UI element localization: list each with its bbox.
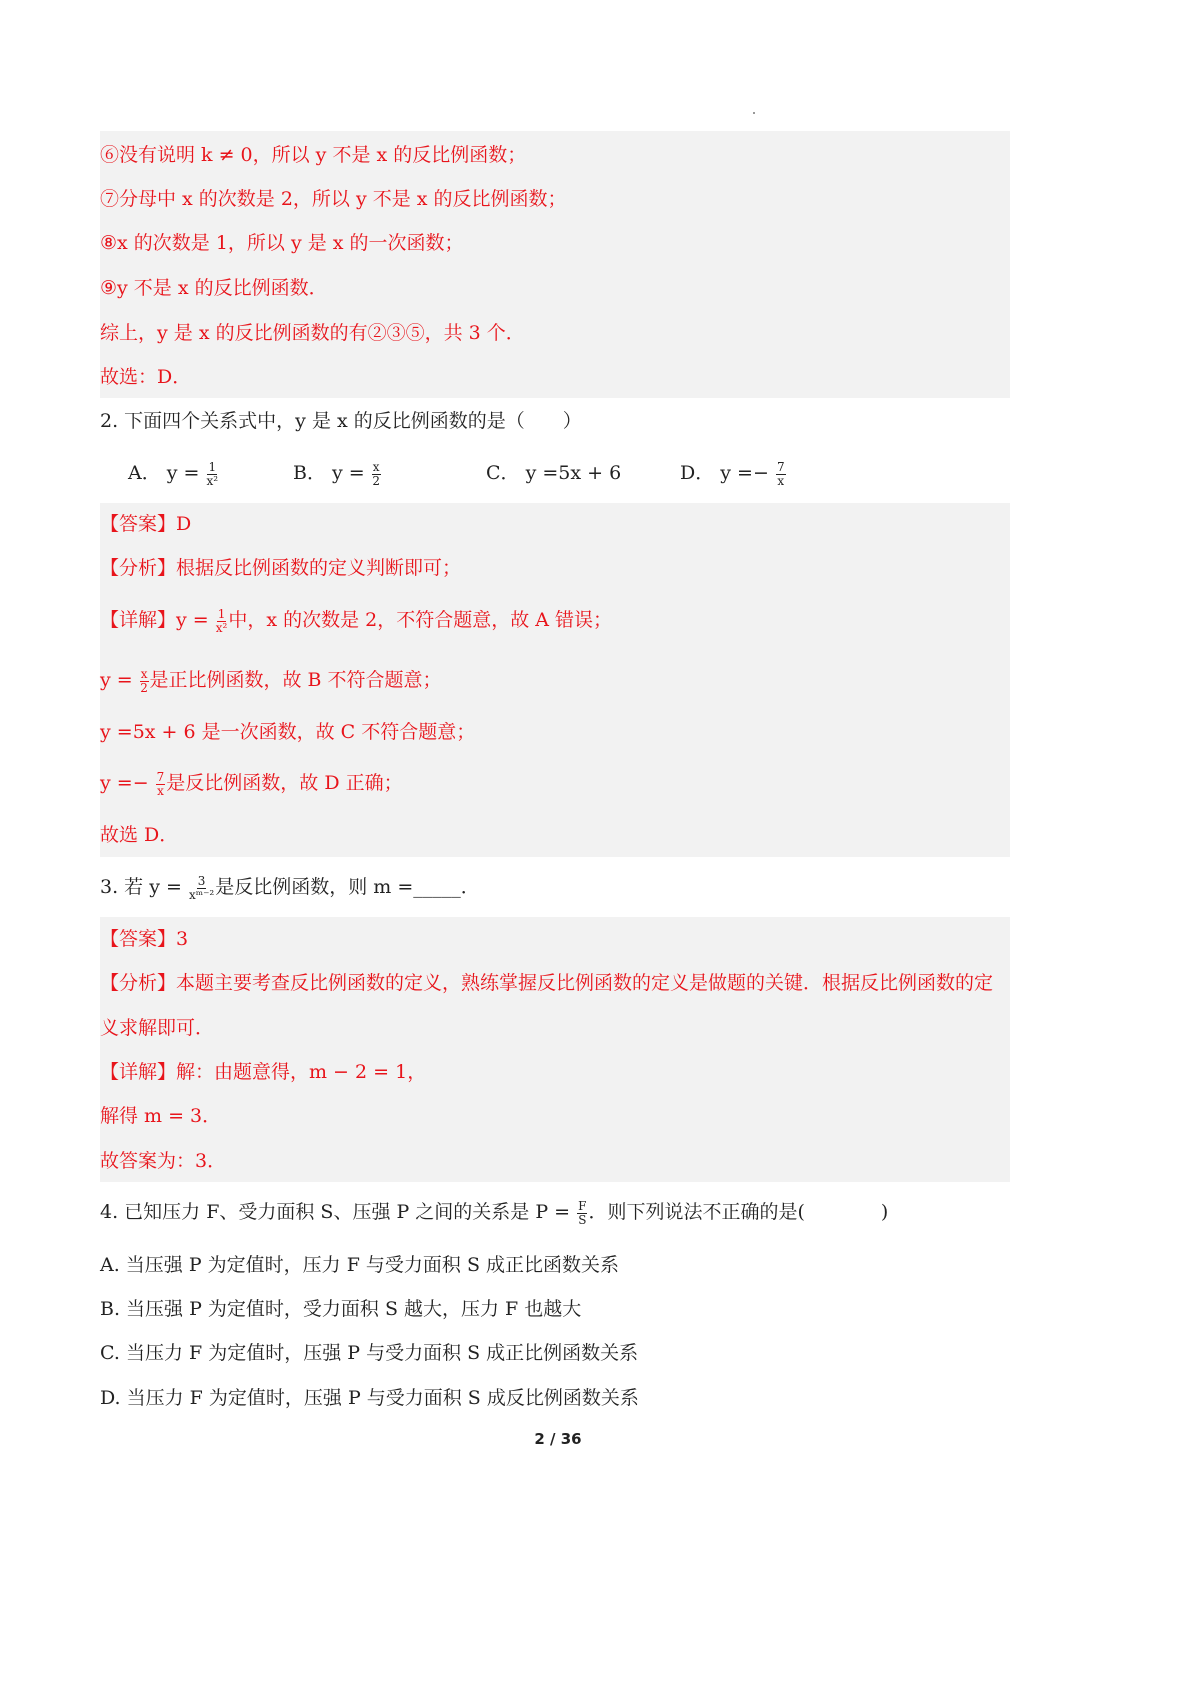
detail-line: y = $\frac{x}{2}$ 是正比例函数，故 B 不符合题意； [100,666,442,695]
solution-line: 故选：D． [100,366,192,388]
answer-line: 【答案】3 [100,928,189,950]
question-2-stem: 2. 下面四个关系式中，y 是 x 的反比例函数的是（ ） [100,410,582,432]
detail-line: 解得 m = 3． [100,1105,222,1127]
detail-line: y =5x + 6 是一次函数，故 C 不符合题意； [100,721,476,743]
detail-line: 【详解】解：由题意得，m − 2 = 1， [100,1061,427,1083]
answer-line: 【答案】D [100,513,192,535]
detail-line: 【详解】y = $\frac{1}{\text{x²}}$ 中，x 的次数是 2，不符合题意，故 A 错误； [100,606,612,635]
q4-option-b: B. 当压强 P 为定值时，受力面积 S 越大，压力 F 也越大 [100,1298,582,1320]
q4-option-a: A. 当压强 P 为定值时，压力 F 与受力面积 S 成正比函数关系 [100,1254,620,1276]
conclusion-line: 故答案为：3． [100,1150,227,1172]
q4-option-c: C. 当压力 F 为定值时，压强 P 与受力面积 S 成正比例函数关系 [100,1342,639,1364]
q2-option-b: B． y = $\frac{x}{2}$ [293,459,380,488]
solution-line: ⑧x 的次数是 1，所以 y 是 x 的一次函数； [100,232,464,254]
q4-option-d: D. 当压力 F 为定值时，压强 P 与受力面积 S 成反比例函数关系 [100,1387,639,1409]
stray-dot [753,112,755,114]
solution-line: ⑨y 不是 x 的反比例函数． [100,277,328,299]
solution-line: ⑥没有说明 k ≠ 0，所以 y 不是 x 的反比例函数； [100,144,527,166]
q2-option-d: D． y =− $\frac{7}{x}$ [680,459,785,488]
page-number: 2 / 36 [534,1430,582,1448]
conclusion-line: 故选 D． [100,824,179,846]
question-4-stem: 4. 已知压力 F、受力面积 S、压强 P 之间的关系是 P = $\frac{F}{S}$ ．则下列说法不正确的是( ) [100,1198,889,1227]
analysis-line: 【分析】根据反比例函数的定义判断即可； [100,557,462,579]
solution-line: 综上，y 是 x 的反比例函数的有②③⑤，共 3 个． [100,322,525,344]
solution-block-q3 [100,917,1010,1182]
solution-line: ⑦分母中 x 的次数是 2，所以 y 不是 x 的反比例函数； [100,188,567,210]
analysis-line: 义求解即可． [100,1017,215,1039]
detail-line: y =− $\frac{7}{x}$ 是反比例函数，故 D 正确； [100,769,403,798]
solution-block-q1 [100,131,1010,398]
analysis-line: 【分析】本题主要考查反比例函数的定义，熟练掌握反比例函数的定义是做题的关键．根据反比例函数的定 [100,972,994,994]
question-3-stem: 3. 若 y = $\frac{3}{\text{xᵐ⁻²}}$ 是反比例函数，则 m =_____． [100,873,480,902]
q2-option-a: A． y = $\frac{1}{\text{x²}}$ [128,459,219,488]
q2-option-c: C． y =5x + 6 [486,462,622,484]
